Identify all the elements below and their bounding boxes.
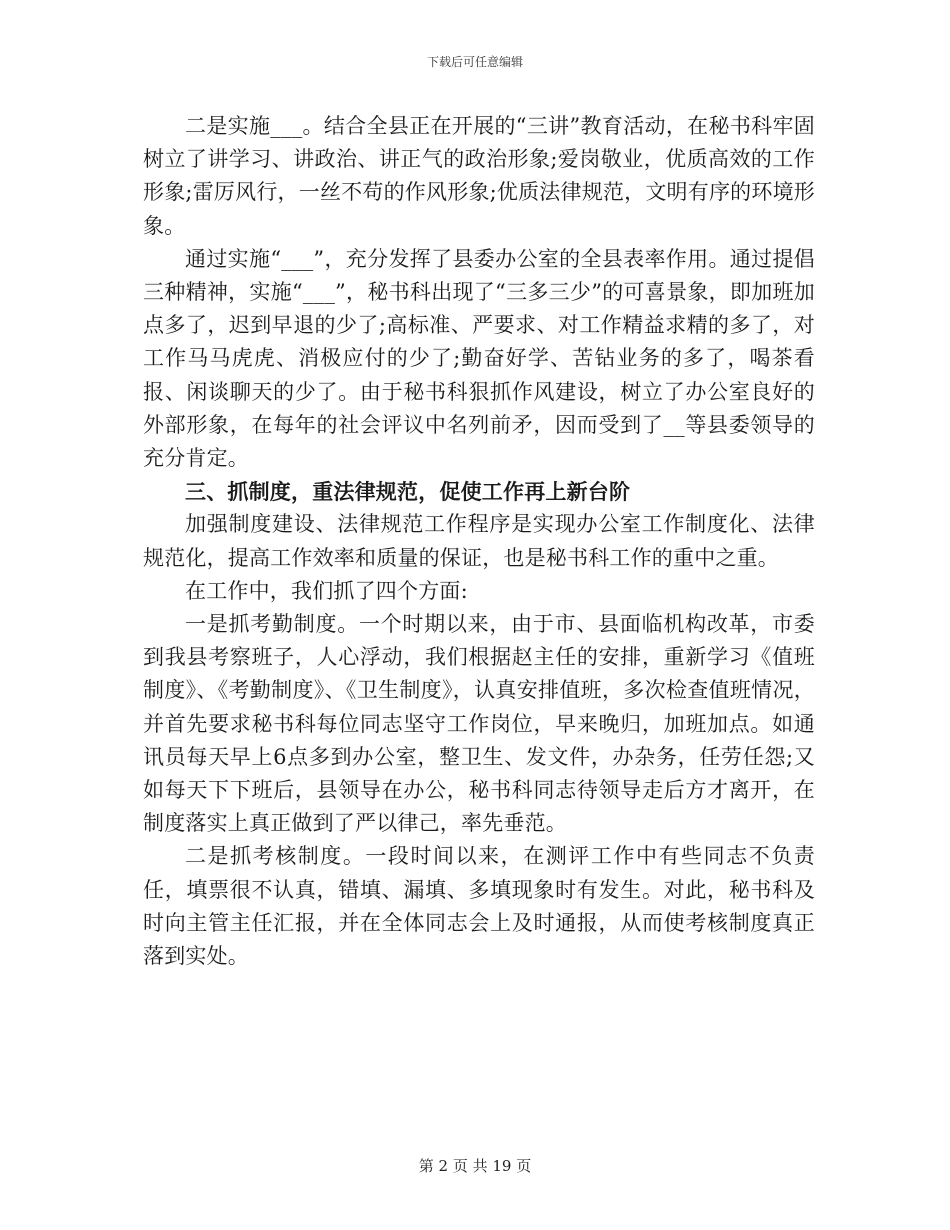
paragraph-assessment: 二是抓考核制度。一段时间以来，在测评工作中有些同志不负责任，填票很不认真，错填、漏填、多填现象时有发生。对此，秘书科及时向主管主任汇报，并在全体同志会上及时通报，从而使考核制度真正落到实处。 <box>143 844 815 969</box>
page-header: 下载后可任意编辑 <box>426 55 523 69</box>
paragraph-results: 通过实施“___”，充分发挥了县委办公室的全县表率作用。通过提倡三种精神，实施“___”，秘书科出现了“三多三少”的可喜景象，即加班加点多了，迟到早退的少了;高标准、严要求、对工作精益求精的多了，对工作马马虎虎、消极应付的少了;勤奋好学、苦钻业务的多了，喝茶看报、闲谈聊天的少了。由于秘书科狠抓作风建设，树立了办公室良好的外部形象，在每年的社会评议中名列前矛，因而受到了__等县委领导的充分肯定。 <box>143 246 815 471</box>
page-footer: 第 2 页 共 19 页 <box>418 1157 532 1175</box>
paragraph-attendance: 一是抓考勤制度。一个时期以来，由于市、县面临机构改革，市委到我县考察班子，人心浮动，我们根据赵主任的安排，重新学习《值班制度》、《考勤制度》、《卫生制度》，认真安排值班，多次检查值班情况，并首先要求秘书科每位同志坚守工作岗位，早来晚归，加班加点。如通讯员每天早上6点多到办公室，整卫生、发文件，办杂务，任劳任怨;又如每天下下班后，县领导在办公，秘书科同志待领导走后方才离开，在制度落实上真正做到了严以律己，率先垂范。 <box>143 612 815 836</box>
paragraph-system-building: 加强制度建设、法律规范工作程序是实现办公室工作制度化、法律规范化，提高工作效率和质量的保证，也是秘书科工作的重中之重。 <box>143 512 815 570</box>
section-heading-3: 三、抓制度，重法律规范，促使工作再上新台阶 <box>185 479 631 505</box>
paragraph-four-aspects: 在工作中，我们抓了四个方面: <box>185 578 468 603</box>
paragraph-implementation: 二是实施___。结合全县正在开展的“三讲”教育活动，在秘书科牢固树立了讲学习、讲政治、讲正气的政治形象;爱岗敬业，优质高效的工作形象;雷厉风行，一丝不苟的作风形象;优质法律规范，文明有序的环境形象。 <box>143 114 815 238</box>
document-body <box>143 110 815 973</box>
